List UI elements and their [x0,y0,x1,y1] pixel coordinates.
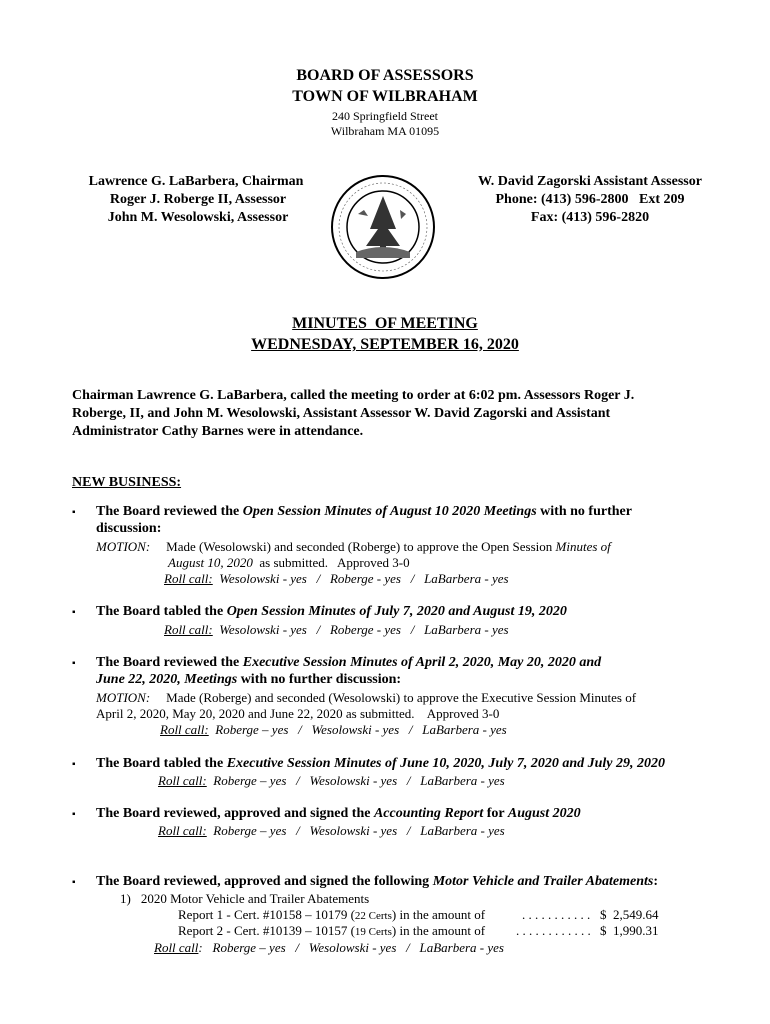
phone-number: Phone: (413) 596-2800 Ext 209 [495,192,685,207]
bullet-icon: ▪ [72,658,76,669]
item-5-heading: The Board reviewed, approved and signed the Accounting Report for August 2020 [96,806,581,821]
report-2-line: Report 2 - Cert. #10139 – 10157 (19 Certs) in the amount of [178,923,486,938]
item-1-heading: The Board reviewed the Open Session Minutes of August 10 2020 Meetings with no further [96,504,632,519]
assessor-roberge: Roger J. Roberge II, Assessor [109,192,287,207]
item-6-heading: The Board reviewed, approved and signed the following Motor Vehicle and Trailer Abatements: [96,874,658,889]
item-1-heading-cont: discussion: [96,521,162,536]
intro-line: Roberge, II, and John M. Wesolowski, Assistant Assessor W. David Zagorski and Assistant [72,406,611,421]
street-address: 240 Springfield Street [332,109,438,123]
item-3-rollcall: Roll call: Roberge – yes / Wesolowski - yes / LaBarbera - yes [160,722,507,737]
intro-paragraph [72,387,752,441]
bullet-icon: ▪ [72,507,76,518]
meeting-date: WEDNESDAY, SEPTEMBER 16, 2020 [251,336,519,353]
org-name: BOARD OF ASSESSORS [296,67,474,84]
assessor-wesolowski: John M. Wesolowski, Assessor [107,210,289,225]
minutes-title: MINUTES OF MEETING [292,315,478,332]
town-name: TOWN OF WILBRAHAM [292,88,478,105]
item-3-heading-cont: June 22, 2020, Meetings with no further discussion: [96,672,402,687]
chairman-name: Lawrence G. LaBarbera, Chairman [88,174,304,189]
report-2-amount: $ 1,990.31 [600,923,659,938]
item-1-motion: MOTION: Made (Wesolowski) and seconded (Roberge) to approve the Open Session Minutes of [96,539,611,554]
intro-line: Chairman Lawrence G. LaBarbera, called the meeting to order at 6:02 pm. Assessors Roger J. [72,388,635,403]
bullet-icon: ▪ [72,759,76,770]
item-4-heading: The Board tabled the Executive Session Minutes of June 10, 2020, July 7, 2020 and July 29, 2020 [96,756,665,771]
item-2-rollcall: Roll call: Wesolowski - yes / Roberge - yes / LaBarbera - yes [164,622,509,637]
contact-block [410,173,770,227]
intro-line: Administrator Cathy Barnes were in attendance. [72,424,364,439]
item-6-subheading: 1) 2020 Motor Vehicle and Trailer Abatements [120,891,370,906]
bullet-icon: ▪ [72,877,76,888]
report-1-line: Report 1 - Cert. #10158 – 10179 (22 Certs) in the amount of [178,907,486,922]
item-6-rollcall: Roll call: Roberge – yes / Wesolowski - yes / LaBarbera - yes [154,940,504,955]
item-3-motion: MOTION: Made (Roberge) and seconded (Wesolowski) to approve the Executive Session Minutes of [96,690,637,705]
item-4-rollcall: Roll call: Roberge – yes / Wesolowski - yes / LaBarbera - yes [158,773,505,788]
item-3-motion-cont: April 2, 2020, May 20, 2020 and June 22, 2020 as submitted. Approved 3-0 [96,706,500,721]
bullet-icon: ▪ [72,607,76,618]
report-1-dots: . . . . . . . . . . . [522,907,591,922]
assistant-assessor: W. David Zagorski Assistant Assessor [478,174,702,189]
bullet-icon: ▪ [72,809,76,820]
item-5-rollcall: Roll call: Roberge – yes / Wesolowski - yes / LaBarbera - yes [158,823,505,838]
item-2-heading: The Board tabled the Open Session Minutes of July 7, 2020 and August 19, 2020 [96,604,567,619]
item-3-heading: The Board reviewed the Executive Session Minutes of April 2, 2020, May 20, 2020 and [96,655,602,670]
fax-number: Fax: (413) 596-2820 [530,210,650,225]
item-1-motion-cont: August 10, 2020 as submitted. Approved 3-0 [168,555,410,570]
city-address: Wilbraham MA 01095 [330,124,440,138]
report-2-dots: . . . . . . . . . . . . [516,923,591,938]
report-1-amount: $ 2,549.64 [600,907,659,922]
item-1-rollcall: Roll call: Wesolowski - yes / Roberge - yes / LaBarbera - yes [164,571,509,586]
new-business-heading: NEW BUSINESS: [72,475,182,490]
